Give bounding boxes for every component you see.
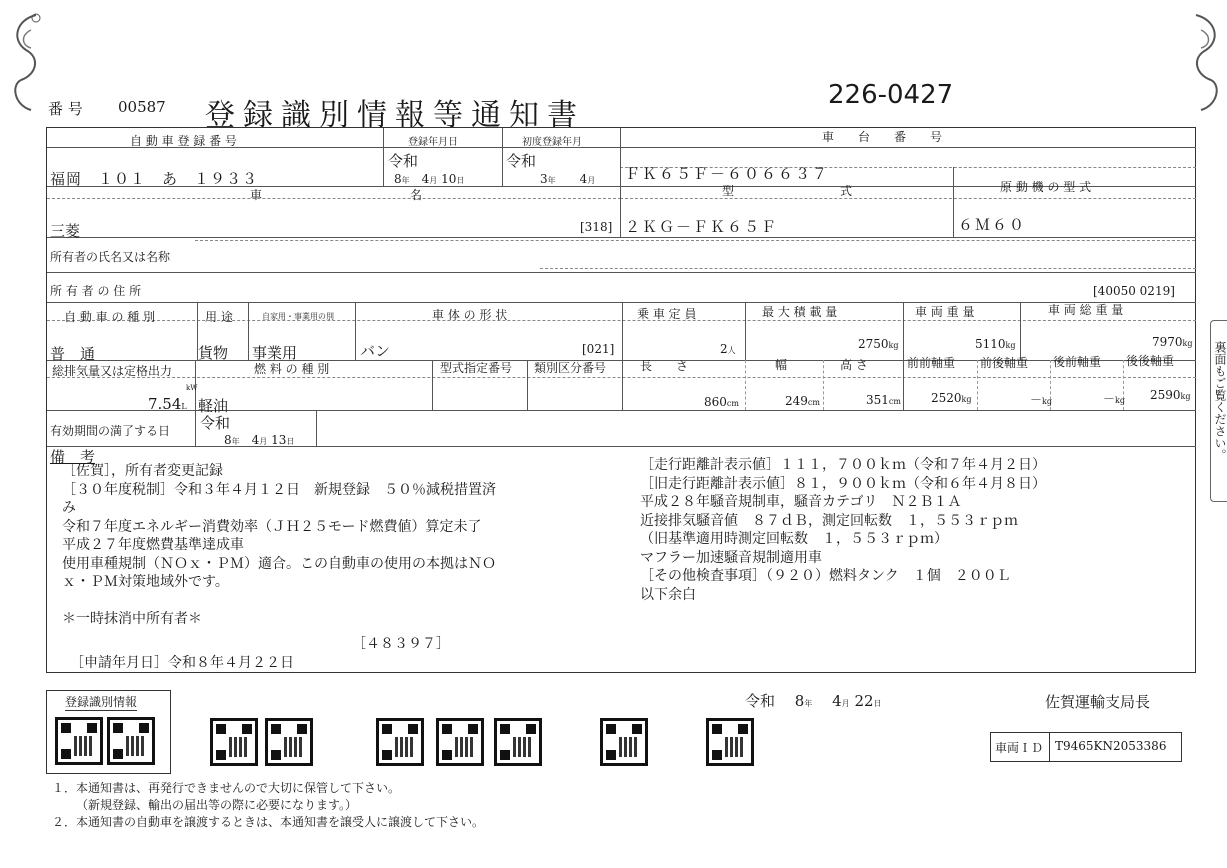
first-reg-era: 令和 xyxy=(506,152,537,170)
qr-code-icon xyxy=(376,718,424,766)
expiry-year: 8 xyxy=(224,433,232,447)
fuel-type-value: 軽油 xyxy=(198,397,229,415)
vehicle-id-box xyxy=(990,732,1182,762)
side-note-tab xyxy=(1210,320,1227,502)
rf-axle-value: － xyxy=(1103,392,1116,406)
expiry-month: 4 xyxy=(251,433,260,447)
remarks-right-line: ［その他検査事項］（９２０）燃料タンク １個 ２００Ｌ xyxy=(640,568,1011,584)
gross-weight-label: 車 両 総 重 量 xyxy=(1048,303,1124,317)
height-value: 351 xyxy=(866,393,889,407)
model-label-1: 型 xyxy=(722,184,735,198)
ff-axle-value: 2520 xyxy=(931,391,962,405)
vehicle-id-label: 車両ＩＤ xyxy=(995,741,1044,755)
expiry-era: 令和 xyxy=(200,414,231,432)
first-reg-label: 初度登録年月 xyxy=(522,137,582,148)
footer-note: ２．本通知書の自動車を譲渡するときは、本通知書を譲受人に譲渡して下さい。 xyxy=(52,815,485,829)
body-shape-value: バン xyxy=(360,342,391,360)
max-load-value: 2750 xyxy=(858,337,889,351)
reg-date-label: 登録年月日 xyxy=(408,137,458,148)
reg-info-label: 登録識別情報 xyxy=(65,695,138,709)
reg-year: 8 xyxy=(394,172,402,186)
vehicle-weight-value: 5110 xyxy=(975,337,1006,351)
document-code: 226-0427 xyxy=(828,80,954,110)
owner-address-label: 所 有 者 の 住 所 xyxy=(50,284,142,298)
use-value: 貨物 xyxy=(198,344,229,362)
corner-ornament-right-icon xyxy=(1180,10,1226,120)
vehicle-weight-label: 車 両 重 量 xyxy=(915,305,975,319)
issuing-office: 佐賀運輸支局長 xyxy=(1045,693,1151,711)
car-name-label-1: 車 xyxy=(250,188,263,202)
car-name-label-2: 名 xyxy=(410,188,423,202)
number-value: 00587 xyxy=(118,98,166,116)
remarks-right-line: 平成２８年騒音規制車，騒音カテゴリ Ｎ２Ｂ１Ａ xyxy=(640,494,962,510)
reg-day: 10 xyxy=(441,172,457,186)
footer-note: （新規登録、輸出の届出等の際に必要になります。） xyxy=(76,798,358,812)
length-value: 860 xyxy=(704,395,727,409)
corner-ornament-left-icon xyxy=(6,10,52,120)
reg-number-value: 福岡 １０１ あ １９３３ xyxy=(50,170,259,188)
issue-year: 8 xyxy=(794,692,805,710)
first-reg-year: 3 xyxy=(540,172,548,186)
apply-date: ［申請年月日］令和８年４月２２日 xyxy=(70,655,294,671)
issue-era: 令和 xyxy=(745,692,776,710)
document-title: 登録識別情報等通知書 xyxy=(205,98,585,133)
qr-code-icon xyxy=(265,718,313,766)
width-label: 幅 xyxy=(775,358,788,372)
chassis-label: 車 台 番 号 xyxy=(822,130,943,144)
fr-axle-value: － xyxy=(1030,393,1043,407)
remarks-left-line xyxy=(62,592,496,611)
issue-day: 22 xyxy=(854,692,874,710)
remarks-right xyxy=(640,456,1046,604)
remarks-label: 備 考 xyxy=(50,448,96,466)
height-label: 高 さ xyxy=(840,358,868,372)
rf-axle-label: 後前軸重 xyxy=(1053,355,1102,369)
remarks-left-line: 平成２７年度燃費基準達成車 xyxy=(62,537,244,553)
footer-notes xyxy=(52,780,484,831)
reg-info-box xyxy=(46,690,171,774)
remarks-left-line: ［佐賀］，所有者変更記録 xyxy=(62,463,223,479)
footer-note: １．本通知書は、再発行できませんので大切に保管して下さい。 xyxy=(52,781,401,795)
qr-code-icon xyxy=(706,718,754,766)
maker-code: [318] xyxy=(580,220,613,234)
qr-code-icon xyxy=(600,718,648,766)
number-label: 番 号 xyxy=(48,100,83,118)
model-value: ２ＫＧ－ＦＫ６５Ｆ xyxy=(625,218,779,236)
use-label: 用 途 xyxy=(205,310,233,324)
remarks-left-line: 令和７年度エネルギー消費効率（ＪＨ２５モード燃費値）算定未了 xyxy=(62,518,482,535)
remarks-left-line: ＊一時抹消中所有者＊ xyxy=(62,611,202,627)
vehicle-id-value: T9465KN2053386 xyxy=(1055,739,1167,753)
qr-code-icon xyxy=(107,717,155,765)
body-shape-label: 車 体 の 形 状 xyxy=(432,308,508,322)
remarks-left-line: 使用車種規制（ＮＯｘ・ＰＭ）適合。この自動車の使用の本拠はＮＯ xyxy=(62,555,496,572)
reg-number-label: 自 動 車 登 録 番 号 xyxy=(130,134,237,148)
qr-code-icon xyxy=(494,718,542,766)
reg-era: 令和 xyxy=(388,152,419,170)
side-note: 裏面もご覧ください。 xyxy=(1213,341,1227,461)
engine-type-label: 原 動 機 の 型 式 xyxy=(1000,180,1092,194)
engine-type-value: ６Ｍ６０ xyxy=(958,216,1027,234)
fr-axle-label: 前後軸重 xyxy=(980,356,1029,370)
length-label: 長 さ xyxy=(640,359,689,373)
type-designation-label: 型式指定番号 xyxy=(440,361,513,375)
reg-month: 4 xyxy=(421,172,430,186)
remarks-code: ［４８３９７］ xyxy=(352,636,450,652)
private-business-value: 事業用 xyxy=(252,344,298,362)
max-load-label: 最 大 積 載 量 xyxy=(762,305,838,319)
qr-code-icon xyxy=(55,717,103,765)
qr-code-icon xyxy=(436,718,484,766)
remarks-right-line: （旧基準適用時測定回転数 １，５５３ｒｐｍ） xyxy=(640,531,948,547)
remarks-left xyxy=(62,462,496,629)
category-number-label: 類別区分番号 xyxy=(534,361,607,375)
vehicle-kind-value: 普 通 xyxy=(50,345,96,363)
qr-code-icon xyxy=(210,718,258,766)
body-shape-code: [021] xyxy=(582,342,615,356)
kw-unit: kW xyxy=(186,384,198,392)
rr-axle-label: 後後軸重 xyxy=(1126,354,1175,368)
remarks-right-line: 以下余白 xyxy=(640,586,696,603)
owner-address-code: [40050 0219] xyxy=(1093,284,1175,298)
fuel-type-label: 燃 料 の 種 別 xyxy=(254,362,330,376)
remarks-left-line: ｘ・ＰＭ対策地域外です。 xyxy=(62,574,229,590)
vehicle-kind-label: 自 動 車 の 種 別 xyxy=(64,310,156,324)
model-label-2: 式 xyxy=(840,184,853,198)
width-value: 249 xyxy=(785,394,808,408)
chassis-number: ＦＫ６５Ｆ－６０６６３７ xyxy=(625,165,830,183)
rr-axle-value: 2590 xyxy=(1150,388,1181,402)
remarks-right-line: 近接排気騒音値 ８７ｄＢ，測定回転数 １，５５３ｒｐｍ xyxy=(640,512,1018,529)
remarks-right-line: ［走行距離計表示値］１１１，７００ｋｍ（令和７年４月２日） xyxy=(640,457,1046,473)
capacity-value: 2 xyxy=(720,342,728,356)
remarks-right-line: マフラー加速騒音規制適用車 xyxy=(640,549,822,566)
expiry-day: 13 xyxy=(271,433,287,447)
remarks-left-line: み xyxy=(62,500,76,516)
capacity-label: 乗 車 定 員 xyxy=(637,307,697,321)
gross-weight-value: 7970 xyxy=(1152,335,1183,349)
maker-value: 三菱 xyxy=(50,222,81,240)
displacement-value: 7.54 xyxy=(148,395,182,413)
expiry-label: 有効期間の満了する日 xyxy=(50,424,171,438)
first-reg-month: 4 xyxy=(579,172,588,186)
displacement-label: 総排気量又は定格出力 xyxy=(52,364,173,378)
owner-name-label: 所有者の氏名又は名称 xyxy=(50,250,171,264)
remarks-right-line: ［旧走行距離計表示値］８１，９００ｋｍ（令和６年４月８日） xyxy=(640,475,1046,492)
private-business-label: 自家用・事業用の別 xyxy=(262,312,334,321)
remarks-left-line: ［３０年度税制］令和３年４月１２日 新規登録 ５０％減税措置済 xyxy=(62,481,496,498)
ff-axle-label: 前前軸重 xyxy=(907,356,956,370)
issue-month: 4 xyxy=(832,692,842,710)
